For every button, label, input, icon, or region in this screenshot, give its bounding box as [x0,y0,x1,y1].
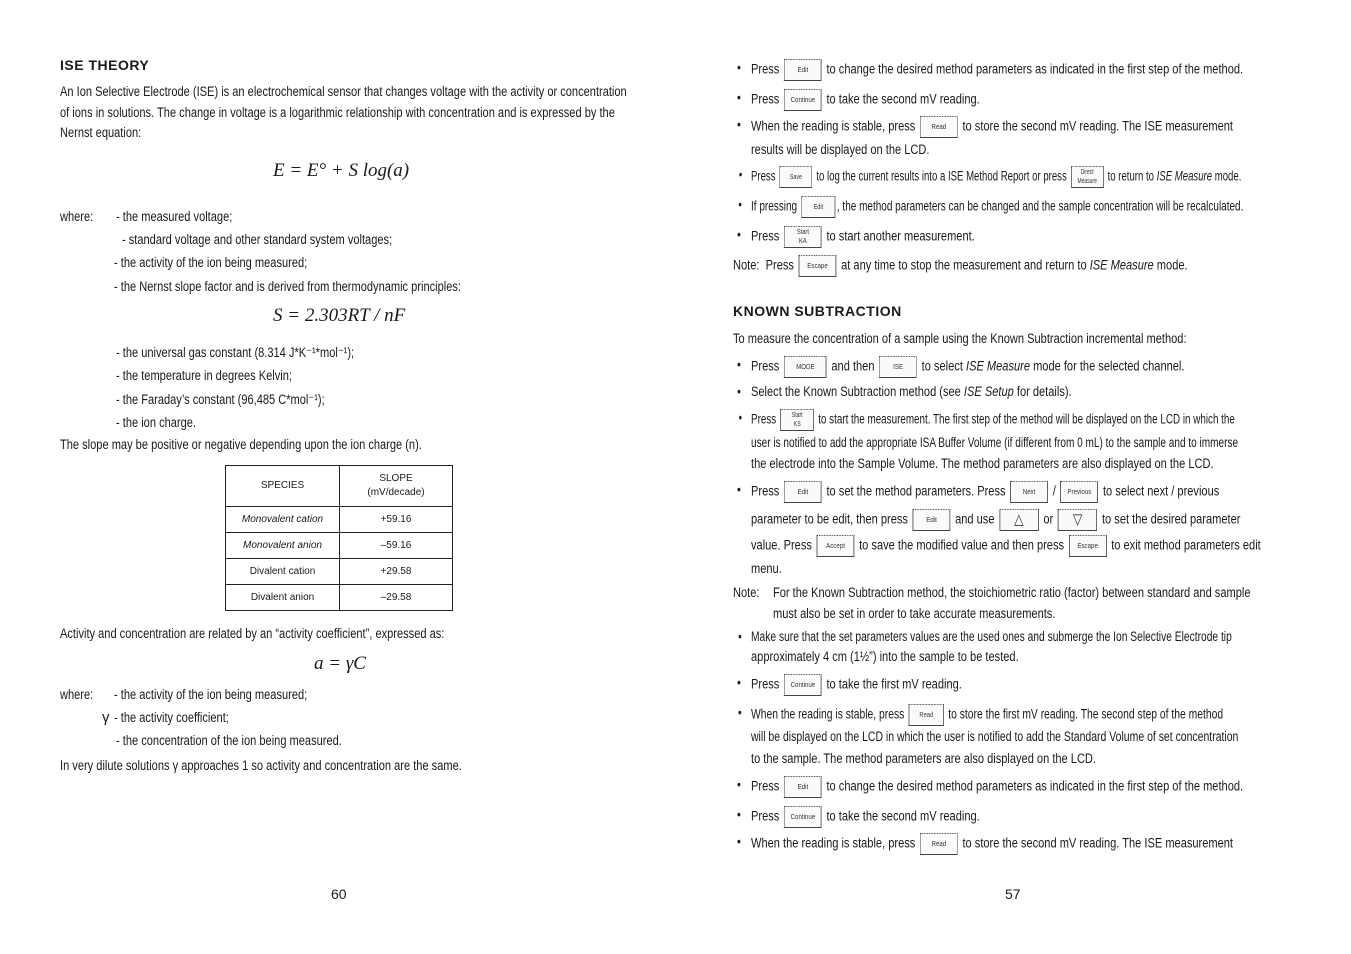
up-arrow-button[interactable]: △ [999,509,1038,531]
definition-c: - the concentration of the ion being measured. [116,733,342,748]
mode-button[interactable]: MODE [784,356,827,378]
ise-button[interactable]: ISE [879,356,917,378]
page-number-left: 60 [331,886,347,902]
bullet-start-ks-line3: the electrode into the Sample Volume. The method parameters are also displayed on the LCD. [751,456,1214,471]
continue-button[interactable]: Continue [784,806,822,828]
header-species: SPECIES [226,466,340,507]
escape-button[interactable]: Escape [1069,535,1107,557]
note-stoichiometric-line1: For the Known Subtraction method, the stoichiometric ratio (factor) between standard and sample [773,585,1251,600]
start-ks-button[interactable]: Start KS [780,409,814,431]
bullet-read-second-line2: results will be displayed on the LCD. [751,142,930,157]
activity-intro: Activity and concentration are related by an “activity coefficient”, expressed as: [60,626,445,641]
next-button[interactable]: Next [1010,481,1048,503]
edit-button[interactable]: Edit [913,509,951,531]
table-row [226,559,453,585]
bullet-read-second-2: • When the reading is stable, press Read to store the second mV reading. The ISE measurement [751,833,1233,855]
ks-intro: To measure the concentration of a sample using the Known Subtraction incremental method: [733,331,1187,346]
slope-note: The slope may be positive or negative depending upon the ion charge (n). [60,437,422,452]
definition-r: - the universal gas constant (8.314 J*K⁻¹*mol⁻¹); [116,345,355,360]
bullet-start-ks: • Press Start KS to start the measurement. The first step of the method will be displayed on the LCD in which the [751,409,1235,431]
bullet-continue-second-2: • Press Continue to take the second mV reading. [751,806,980,828]
bullet-read-first-line3: to the sample. The method parameters are also displayed on the LCD. [751,751,1097,766]
definition-e: - the measured voltage; [116,209,233,224]
header-slope [340,466,453,507]
definition-gamma: - the activity coefficient; [114,710,229,725]
note-escape: Note: Press Escape at any time to stop the measurement and return to ISE Measure mode. [733,255,1188,277]
bullet-read-second: • When the reading is stable, press Read to store the second mV reading. The ISE measurement [751,116,1233,138]
previous-button[interactable]: Previous [1061,481,1099,503]
gamma-symbol: γ [102,709,110,726]
continue-button[interactable]: Continue [784,674,822,696]
bullet-mode-ise: • Press MODE and then ISE to select ISE Measure mode for the selected channel. [751,356,1184,378]
nernst-equation: E = E° + S log(a) [273,160,410,181]
ise-theory-heading: ISE THEORY [60,57,150,73]
definition-n: - the ion charge. [116,415,197,430]
definition-t: - the temperature in degrees Kelvin; [116,368,292,383]
bullet-start-ka: • Press Start KA to start another measurement. [751,226,975,248]
save-button[interactable]: Save [780,166,813,188]
intro-line-3: Nernst equation: [60,125,142,140]
known-subtraction-heading: KNOWN SUBTRACTION [733,303,902,319]
species-cell: Divalent anion [226,585,340,611]
bullet-select-method: • Select the Known Subtraction method (see ISE Setup for details). [751,383,1072,400]
bullet-set-params-line2: parameter to be edit, then press Edit and use △ or ▽ to set the desired parameter [751,509,1240,531]
bullet-edit-change-2: • Press Edit to change the desired method parameters as indicated in the first step of the method. [751,776,1243,798]
table-row [226,585,453,611]
header-slope-unit: (mV/decade) [367,487,425,498]
table-header-row [226,466,453,507]
definition-f: - the Faraday’s constant (96,485 C*mol⁻¹); [116,392,325,407]
note-stoichiometric-label: Note: [733,585,760,600]
edit-button[interactable]: Edit [784,481,822,503]
bullet-submerge: • Make sure that the set parameters values are the used ones and submerge the Ion Selective Electrode tip [751,628,1232,645]
right-page [676,0,1351,954]
bullet-read-first-line2: will be displayed on the LCD in which the user is notified to add the Standard Volume of set concentration [751,729,1239,744]
slope-cell: +59.16 [340,507,453,533]
species-cell: Divalent cation [226,559,340,585]
where-label-2: where: [60,687,94,702]
edit-button[interactable]: Edit [784,59,822,81]
header-slope-title: SLOPE [379,473,413,484]
definition-a: - the activity of the ion being measured; [114,255,308,270]
slope-equation: S = 2.303RT / nF [273,305,406,326]
bullet-edit-recalc: • If pressing Edit , the method parameters can be changed and the sample concentration will be recalculated. [751,196,1243,218]
bullet-submerge-line2: approximately 4 cm (1½”) into the sample to be tested. [751,649,1019,664]
bullet-read-first: • When the reading is stable, press Read to store the first mV reading. The second step of the method [751,704,1223,726]
continue-button[interactable]: Continue [784,89,822,111]
escape-button[interactable]: Escape [799,255,837,277]
accept-button[interactable]: Accept [817,535,855,557]
read-button[interactable]: Read [909,704,944,726]
bullet-set-params-line4: menu. [751,561,782,576]
dilute-note: In very dilute solutions γ approaches 1 so activity and concentration are the same. [60,758,462,773]
page-number-right: 57 [1005,886,1021,902]
bullet-start-ks-line2: user is notified to add the appropriate ISA Buffer Volume (if different from 0 mL) to the sample and to immerse [751,435,1239,450]
activity-equation: a = γC [314,653,366,674]
definition-e0: - standard voltage and other standard system voltages; [122,232,393,247]
where-label: where: [60,209,94,224]
edit-button[interactable]: Edit [801,196,835,218]
read-button[interactable]: Read [920,116,958,138]
bullet-save-log: • Press Save to log the current results into a ISE Method Report or press Direct Measure to return to ISE Measure mode. [751,166,1241,188]
species-cell: Monovalent cation [226,507,340,533]
slope-cell: –29.58 [340,585,453,611]
table-row [226,507,453,533]
bullet-continue-first: • Press Continue to take the first mV reading. [751,674,962,696]
slope-cell: –59.16 [340,533,453,559]
slope-cell: +29.58 [340,559,453,585]
bullet-set-params-line3: value. Press Accept to save the modified value and then press Escape to exit method parameters edit [751,535,1261,557]
definition-s: - the Nernst slope factor and is derived from thermodynamic principles: [114,279,462,294]
intro-line-2: of ions in solutions. The change in voltage is a logarithmic relationship with concentration and is expressed by the [60,105,615,120]
start-ka-button[interactable]: Start KA [784,226,822,248]
intro-line-1: An Ion Selective Electrode (ISE) is an electrochemical sensor that changes voltage with the activity or concentration [60,84,627,99]
edit-button[interactable]: Edit [784,776,822,798]
left-page [0,0,675,954]
direct-measure-button[interactable]: Direct Measure [1071,166,1104,188]
read-button[interactable]: Read [920,833,958,855]
definition-a2: - the activity of the ion being measured; [114,687,308,702]
note-stoichiometric-line2: must also be set in order to take accurate measurements. [773,606,1056,621]
bullet-continue-second: • Press Continue to take the second mV reading. [751,89,980,111]
down-arrow-button[interactable]: ▽ [1058,509,1097,531]
bullet-edit-change: • Press Edit to change the desired method parameters as indicated in the first step of the method. [751,59,1243,81]
species-cell: Monovalent anion [226,533,340,559]
bullet-set-params: • Press Edit to set the method parameters. Press Next / Previous to select next / previous [751,481,1219,503]
species-slope-table [225,465,453,611]
table-row [226,533,453,559]
